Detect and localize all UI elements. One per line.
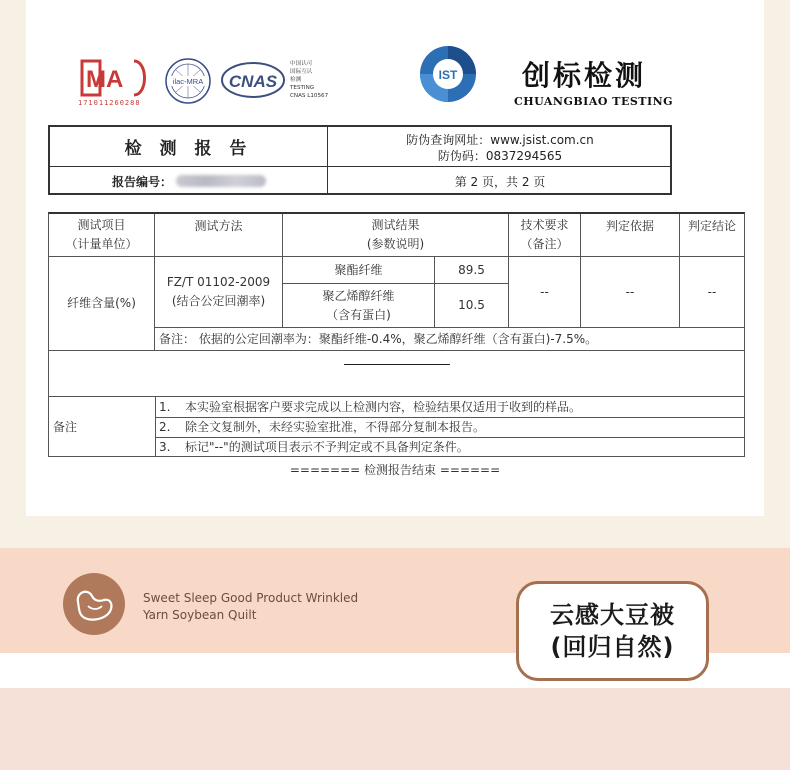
cnas-line: 中国认可 — [290, 61, 313, 67]
header-result-note: (参数说明) — [366, 237, 425, 251]
cnas-logo — [220, 60, 286, 100]
report-end-marker: ======= 检测报告结束 ====== — [289, 463, 501, 477]
header-item-unit: （计量单位） — [65, 237, 138, 251]
soybean-icon — [62, 572, 126, 636]
header-tech-label: 技术要求 — [520, 218, 569, 232]
badge-subtitle: (回归自然) — [550, 633, 675, 661]
cnas-text: CNAS — [228, 72, 278, 91]
header-basis: 判定依据 — [605, 218, 654, 233]
remark-num: 3. — [159, 440, 171, 454]
brand-name: 创标检测 — [522, 59, 647, 92]
badge-title: 云感大豆被 — [550, 601, 675, 629]
ist-logo — [417, 43, 479, 105]
ilac-text: ilac-MRA — [172, 77, 204, 86]
fiber1-name: 聚酯纤维 — [334, 262, 383, 277]
header-item-label: 测试项目 — [77, 218, 126, 232]
basis-value: -- — [625, 284, 635, 299]
product-tagline-1: Sweet Sleep Good Product Wrinkled — [143, 591, 359, 605]
page-info: 第 2 页，共 2 页 — [454, 174, 546, 189]
report-number-label: 报告编号： — [112, 174, 173, 189]
fiber2-label: 聚乙烯醇纤维 — [322, 288, 395, 303]
report-header — [48, 125, 672, 195]
header-tech — [509, 214, 580, 256]
report-title: 检 测 报 告 — [124, 139, 253, 159]
row-line — [49, 350, 744, 351]
ilac-mra-logo — [163, 56, 213, 106]
header-conclusion: 判定结论 — [687, 218, 736, 233]
fiber2-name — [283, 284, 434, 327]
remark-num: 2. — [159, 420, 171, 434]
cma-number: 171011260288 — [78, 99, 141, 107]
moisture-note: 备注： 依据的公定回潮率为：聚酯纤维-0.4%，聚乙烯醇纤维（含有蛋白)-7.5%。 — [159, 331, 598, 346]
header-tech-note: （备注） — [520, 237, 569, 251]
report-number — [50, 167, 327, 195]
fiber1-value: 89.5 — [458, 262, 485, 277]
cnas-line: 检测 — [290, 77, 302, 83]
remark-text: 标记"--"的测试项目表示不予判定或不具备判定条件。 — [185, 440, 469, 454]
test-results-table — [48, 212, 745, 457]
verify-code: 防伪码：0837294565 — [437, 149, 563, 163]
remark-num: 1. — [159, 399, 171, 414]
remark-3 — [155, 438, 744, 457]
header-result-label: 测试结果 — [371, 218, 420, 232]
cnas-line: TESTING — [290, 85, 315, 91]
remark-text: 本实验室根据客户要求完成以上检测内容，检验结果仅适用于收到的样品。 — [185, 399, 582, 414]
bottom-strip — [0, 688, 790, 770]
cnas-line: CNAS L10567 — [290, 93, 329, 99]
product-badge — [516, 581, 709, 681]
brand-name-en: CHUANGBIAO TESTING — [514, 95, 674, 108]
redacted-number — [176, 175, 266, 187]
header-method: 测试方法 — [194, 218, 243, 233]
tech-value: -- — [540, 284, 549, 299]
remarks-label: 备注 — [53, 419, 78, 434]
method-standard — [155, 257, 282, 327]
method-note: (结合公定回潮率) — [171, 294, 266, 308]
method-code: FZ/T 01102-2009 — [166, 275, 271, 289]
cnas-line: 国际互认 — [290, 69, 313, 75]
product-tagline-2: Yarn Soybean Quilt — [143, 608, 257, 622]
conclusion-value: -- — [707, 284, 717, 299]
verify-url: 防伪查询网址：www.jsist.com.cn — [406, 133, 594, 147]
cma-logo — [78, 57, 150, 99]
header-item — [49, 214, 154, 256]
header-result — [283, 214, 508, 256]
fiber2-note: （含有蛋白) — [326, 307, 391, 322]
cnas-caption — [290, 60, 328, 100]
remark-1 — [155, 397, 744, 417]
ist-text: IST — [438, 68, 458, 82]
item-fiber-content: 纤维含量(%) — [67, 296, 136, 310]
fiber2-value: 10.5 — [458, 298, 485, 312]
separator-rule — [344, 364, 450, 365]
remark-text: 除全文复制外，未经实验室批准，不得部分复制本报告。 — [185, 420, 486, 434]
cma-text: MA — [86, 66, 124, 93]
remark-2 — [155, 418, 744, 437]
